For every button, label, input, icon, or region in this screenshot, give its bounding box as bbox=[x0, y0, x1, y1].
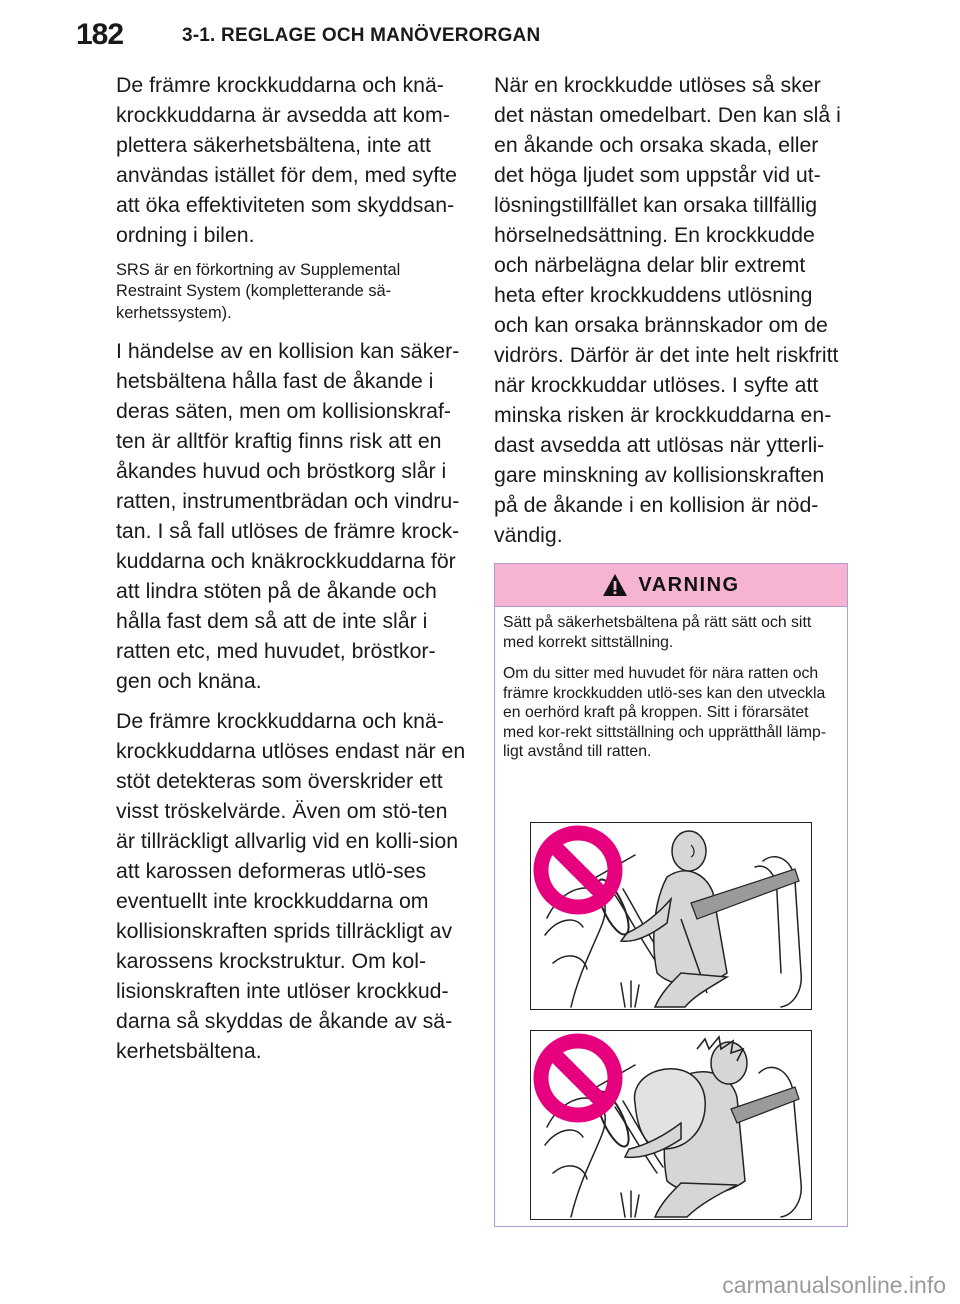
warning-text-seatbelt: Sätt på säkerhetsbältena på rätt sätt och sitt med korrekt sittställning. bbox=[503, 614, 812, 651]
paragraph-deployment-risks: När en krockkudde utlöses så sker det nästan omedelbart. Den kan slå i en åkande och orsaka skada, eller det höga ljudet som uppstår vid ut-lösningstillfället kan orsaka tillfällig hörselnedsättning. En krockkudde och närbelägna delar blir extremt heta efter krockkuddens utlösning och kan orsaka brännskador om de vidrörs. Därför är det inte helt riskfritt när krockkuddar utlöses. I syfte att minska risken är krockkuddarna en-dast avsedda att utlösas när ytterli-gare minskning av kollisionskraften på de åkande i en kollision är nöd-vändig. bbox=[494, 73, 841, 547]
prohibition-icon bbox=[541, 1041, 615, 1115]
warning-header bbox=[495, 564, 847, 607]
note-srs: SRS är en förkortning av Supplemental Restraint System (kompletterande sä-kerhetssystem). bbox=[116, 261, 401, 322]
paragraph-airbag-purpose: De främre krockkuddarna och knä-krockkuddarna är avsedda att kom-plettera säkerhetsbältena, inte att användas istället för dem, med syfte att öka effektiviteten som skyddsan-ordning i bilen. bbox=[116, 73, 457, 247]
illustration-driver-too-close bbox=[530, 822, 812, 1010]
paragraph-collision: I händelse av en kollision kan säker-hetsbältena hålla fast de åkande i deras säten, men om kollisionskraf-ten är alltför kraftig finns risk att en åkandes huvud och bröstkorg slår i ratten, instrumentbrädan och vindru-tan. I så fall utlöses de främre krock-kuddarna och knäkrockkuddarna för att lindra stöten på de åkande och hålla fast dem så att de inte slår i ratten etc, med huvudet, bröstkor-gen och knäna. bbox=[116, 339, 460, 694]
paragraph-deployment-threshold: De främre krockkuddarna och knä-krockkuddarna utlöses endast när en stöt detekteras som överskrider ett visst tröskelvärde. Även om stö-ten är tillräckligt allvarlig vid en kolli-sion att karossen deformeras utlö-ses eventuellt inte krockkuddarna om kollisionskraften sprids tillräckligt av karossens krockstruktur. Om kol-lisionskraften inte utlöser krockkud-darna så skyddas de åkande av sä-kerhetsbältena. bbox=[116, 709, 466, 1064]
section-title: 3-1. REGLAGE OCH MANÖVERORGAN bbox=[182, 25, 541, 46]
page-number: 182 bbox=[76, 18, 124, 51]
left-column bbox=[116, 70, 466, 1076]
prohibition-icon bbox=[541, 833, 615, 907]
warning-triangle-icon bbox=[602, 573, 628, 597]
right-column bbox=[494, 70, 846, 560]
warning-text-distance: Om du sitter med huvudet för nära ratten och främre krockkudden utlö-ses kan den utveckla en oerhörd kraft på kroppen. Sitt i förarsätet med kor-rekt sittställning och upprätthåll lämp-ligt avstånd till ratten. bbox=[503, 665, 827, 760]
warning-title: VARNING bbox=[638, 573, 740, 596]
watermark: carmanualsonline.info bbox=[722, 1272, 946, 1298]
illustration-airbag-impact bbox=[530, 1030, 812, 1220]
